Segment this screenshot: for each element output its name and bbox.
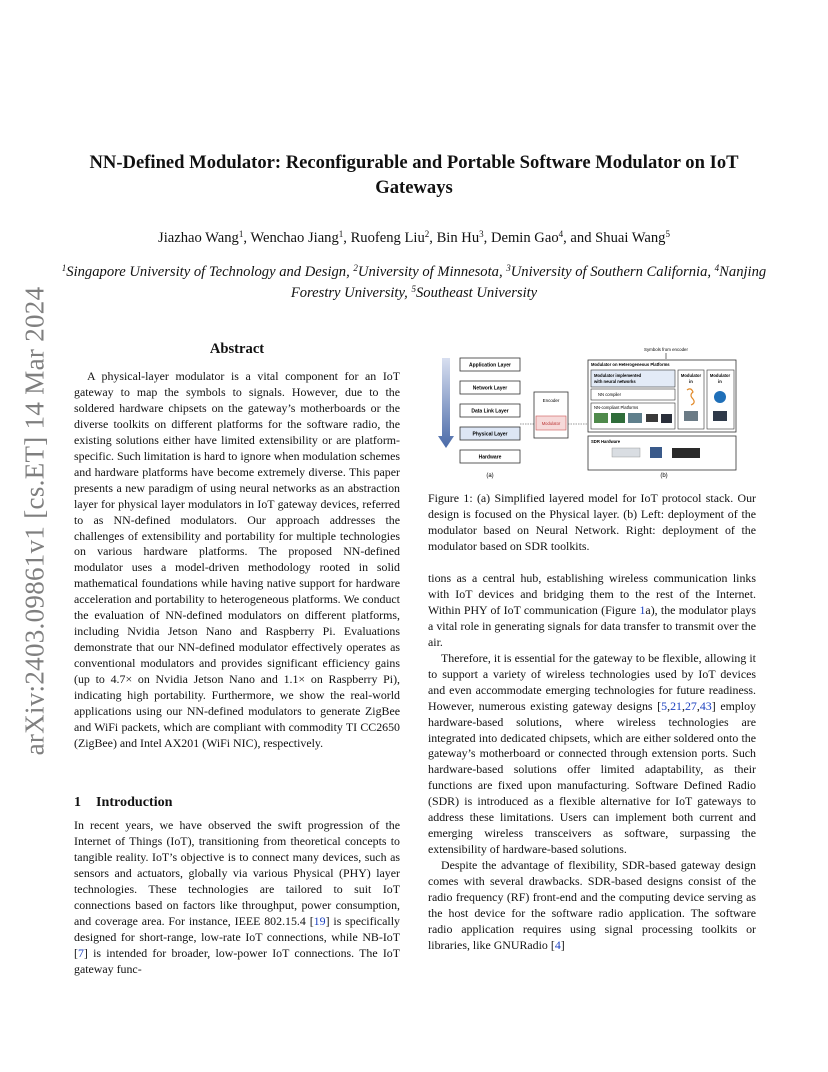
- figure-caption: [428, 491, 756, 555]
- affiliation-name: Singapore University of Technology and Design: [66, 264, 347, 280]
- arxiv-identifier-text: arXiv:2403.09861v1 [cs.ET] 14 Mar 2024: [19, 286, 50, 756]
- citation-link[interactable]: 19: [313, 913, 326, 928]
- author-name: Demin Gao: [490, 230, 559, 246]
- abstract-paragraph: A physical-layer modulator is a vital component for an IoT gateway to map the symbols to signals. However, due to the soldered hardware chipsets on the gateway’s motherboards or the diverse toolkits on different platforms for the software radio, the existing solutions either have limited extensibility or are platform-specific. Such limitation is hard to ignore when modulation schemes and hardware platforms have become extremely diverse. This paper presents a new paradigm of using neural networks as an abstraction layer for physical layer modulators in IoT gateway devices, referred to as NN-defined modulators. Our approach addresses the challenges of extensibility and portability for multiple technologies on various hardware platforms. The proposed NN-defined modulator uses a model-driven methodology rooted in solid mathematical foundations while having native support for hardware acceleration and portability to heterogeneous platforms. We conduct the evaluation of NN-defined modulators on different platforms, including Nvidia Jetson Nano and Raspberry Pi. Evaluations demonstrate that our NN-defined modulator effectively operates as conventional modulators and provides significant efficiency gains (up to 4.7× on Nvidia Jetson Nano and 1.1× on Raspberry Pi), indicating high portability. Furthermore, we show the real-world applications using our NN-defined modulators to generate ZigBee and WiFi packets, which are compliant with commodity TI CC2650 (ZigBee) and Intel AX201 (WiFi NIC), respectively.: [74, 369, 400, 750]
- svg-text:in: in: [689, 379, 693, 384]
- phone-icon: [661, 414, 672, 423]
- paper-title: NN-Defined Modulator: Reconfigurable and Portable Software Modulator on IoT Gateways: [89, 152, 739, 198]
- label-a: (a): [486, 473, 494, 479]
- author-name: Bin Hu: [436, 230, 480, 246]
- author-affiliation-mark: 4: [558, 229, 564, 239]
- antenna-icon: [650, 447, 662, 458]
- affiliation-mark: 2: [353, 263, 358, 273]
- intro-left-column: [74, 818, 400, 978]
- svg-text:Modulator implemented: Modulator implemented: [594, 373, 642, 378]
- affiliation-name: Southeast University: [415, 285, 538, 301]
- layer-label: Application Layer: [469, 362, 511, 369]
- section-title: Introduction: [96, 794, 173, 810]
- toolkit-logo-icon: [687, 389, 694, 405]
- svg-text:NN compiler: NN compiler: [598, 392, 622, 397]
- symbols-label: Symbols from encoder: [644, 347, 688, 352]
- hetero-label: Modulator on Heterogeneous Platforms: [591, 362, 670, 367]
- layer-label: Physical Layer: [472, 431, 508, 438]
- sdr-hardware-label: SDR Hardware: [591, 439, 621, 444]
- svg-text:Modulator: Modulator: [709, 373, 731, 378]
- affiliation-list: $^1$Singapore University of Technology and Design, $^2$University of Minnesota, $^3$University of Southern California, $^4$Nanjing Forestry University, $^5$Southeast University: [61, 263, 767, 301]
- intro-paragraph-2: Therefore, it is essential for the gateway to be flexible, allowing it to support a variety of wireless technologies used by IoT devices and even accommodate emerging technologies for future readiness. However, numerous existing gateway designs [5,21,27,43] employ hardware-based solutions, where wireless technologies are integrated into dedicated chipsets, which are either soldered onto the gateway’s motherboard or connected through extension ports. Such hardware-based solutions offer limited adaptability, as their functions are fixed upon manufacturing. Software Defined Radio (SDR) is introduced as a flexible alternative for IoT gateways to address these limitations. Users can implement both current and emerging wireless transceivers as software, surpassing the extensibility of hardware-based solutions.: [428, 650, 756, 857]
- citation-link[interactable]: 5: [661, 698, 668, 713]
- svg-text:NN-compliant Platforms: NN-compliant Platforms: [594, 405, 639, 410]
- author-affiliation-mark: 1: [238, 229, 244, 239]
- citation-link[interactable]: 4: [554, 937, 561, 952]
- abstract-heading: Abstract: [209, 341, 265, 357]
- author-name: Jiazhao Wang: [158, 230, 239, 246]
- layer-label: Hardware: [478, 454, 502, 461]
- board-icon: [713, 411, 727, 421]
- board-icon: [594, 413, 608, 423]
- modulator-label: Modulator: [541, 421, 561, 426]
- citation-link[interactable]: 43: [699, 698, 712, 713]
- svg-text:Modulator: Modulator: [680, 373, 702, 378]
- intro-paragraph-1-cont: tions as a central hub, establishing wireless communication links with IoT devices and bridging them to the rest of the Internet. Within PHY of IoT communication (Figure 1a), the modulator plays a vital role in generating signals for data transfer to transmit over the air.: [428, 571, 756, 649]
- author-affiliation-mark: 1: [338, 229, 344, 239]
- affiliation-mark: 1: [61, 263, 67, 273]
- figure-caption-text: Figure 1: (a) Simplified layered model for IoT protocol stack. Our design is focused on the Physical layer. (b) Left: deployment of the modulator based on Neural Network. Right: deployment of the modulator based on SDR toolkits.: [428, 491, 756, 553]
- encoder-label: Encoder: [542, 398, 560, 403]
- author-affiliation-mark: 3: [479, 229, 484, 239]
- affiliation-name: University of Minnesota: [357, 264, 499, 280]
- board-icon: [628, 413, 642, 423]
- laptop-icon: [646, 414, 658, 422]
- section-number: 1: [74, 794, 82, 810]
- arxiv-identifier: [19, 286, 50, 756]
- author-name: Wenchao Jiang: [250, 230, 339, 246]
- author-name: Shuai Wang: [595, 230, 666, 246]
- intro-right-column: [428, 571, 756, 954]
- author-list: Jiazhao Wang$^1$, Wenchao Jiang$^1$, Ruofeng Liu$^2$, Bin Hu$^3$, Demin Gao$^4$, and Shuai Wang$^5$: [158, 229, 670, 246]
- affiliation-name: Nanjing Forestry University: [290, 264, 767, 301]
- layer-label: Data Link Layer: [471, 408, 509, 415]
- section-heading: [74, 794, 400, 811]
- affiliation-name: University of Southern California: [510, 264, 708, 280]
- author-name: Ruofeng Liu: [350, 230, 425, 246]
- author-affiliation-mark: 2: [424, 229, 430, 239]
- label-b: (b): [660, 473, 668, 479]
- sdr-device-icon: [672, 448, 700, 458]
- intro-paragraph-1: In recent years, we have observed the swift progression of the Internet of Things (IoT), transitioning from theoretical concepts to tangible reality. IoT’s objective is to connect many devices, such as sensors and actuators, globally via various Physical (PHY) layer technologies. These technologies are tailored to suit IoT connections based on factors like throughput, power consumption, and coverage area. For instance, IEEE 802.15.4 [19] is specifically designed for short-range, low-rate IoT connections, while NB-IoT [7] is intended for broader, low-power IoT connections. The IoT gateway func-: [74, 818, 400, 976]
- sdr-device-icon: [612, 448, 640, 457]
- abstract-body: [74, 369, 400, 752]
- citation-link[interactable]: 7: [77, 945, 84, 960]
- figure-1-diagram: [428, 344, 760, 484]
- svg-text:with neural networks: with neural networks: [594, 379, 636, 384]
- affiliation-mark: 5: [411, 284, 416, 294]
- intro-paragraph-3: Despite the advantage of flexibility, SDR-based gateway design comes with several drawbacks. SDR-based designs consist of the radio frequency (RF) front-end and the computing device serving as the host device for the software radio application. The software radio application requires using signal processing toolkits or libraries, like GNURadio [4]: [428, 858, 756, 952]
- board-icon: [611, 413, 625, 423]
- board-icon: [684, 411, 698, 421]
- citation-link[interactable]: 27: [684, 698, 697, 713]
- layer-label: Network Layer: [472, 385, 508, 392]
- affiliation-mark: 3: [506, 263, 511, 273]
- toolkit-logo-icon: [714, 391, 726, 403]
- stack-arrow: [438, 358, 454, 448]
- figure-ref-link[interactable]: 1: [639, 602, 646, 617]
- affiliation-mark: 4: [714, 263, 720, 273]
- citation-link[interactable]: 21: [670, 698, 682, 713]
- svg-text:in: in: [718, 379, 722, 384]
- author-affiliation-mark: 5: [665, 229, 670, 239]
